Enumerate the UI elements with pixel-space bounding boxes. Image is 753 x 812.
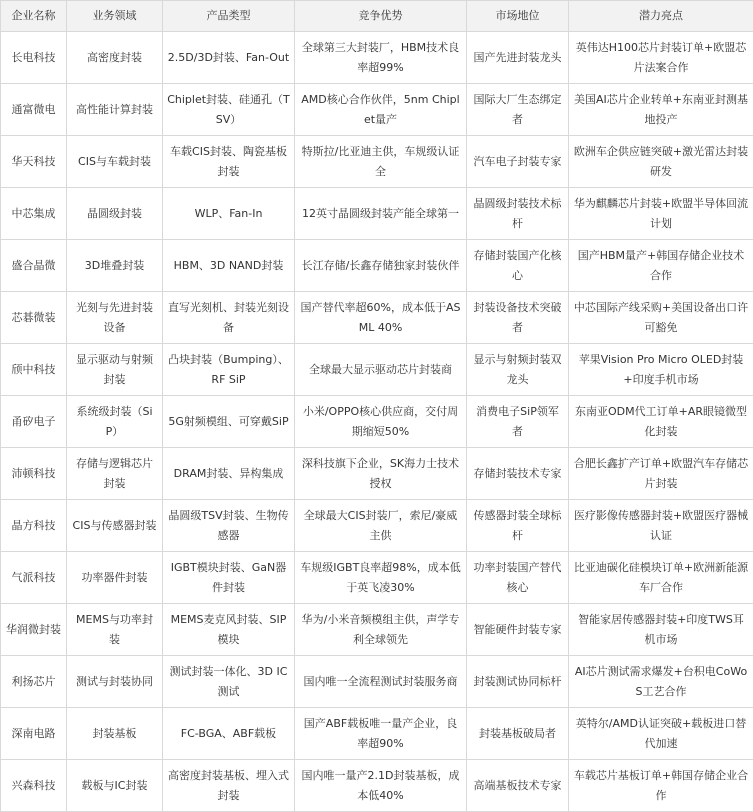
business-cell: 功率器件封装 bbox=[67, 552, 163, 604]
business-cell: 3D堆叠封装 bbox=[67, 240, 163, 292]
product-cell: 测试封装一体化、3D IC测试 bbox=[163, 656, 295, 708]
highlight-cell: 英伟达H100芯片封装订单+欧盟芯片法案合作 bbox=[569, 32, 753, 84]
company-cell: 利扬芯片 bbox=[1, 656, 67, 708]
advantage-cell: 长江存储/长鑫存储独家封装伙伴 bbox=[295, 240, 467, 292]
highlight-cell: 医疗影像传感器封装+欧盟医疗器械认证 bbox=[569, 500, 753, 552]
table-header bbox=[1, 1, 753, 32]
company-cell: 长电科技 bbox=[1, 32, 67, 84]
col-header-company: 企业名称 bbox=[1, 1, 67, 32]
company-cell: 通富微电 bbox=[1, 84, 67, 136]
highlight-cell: 欧洲车企供应链突破+激光雷达封装研发 bbox=[569, 136, 753, 188]
product-cell: FC-BGA、ABF载板 bbox=[163, 708, 295, 760]
highlight-cell: 中芯国际产线采购+美国设备出口许可豁免 bbox=[569, 292, 753, 344]
position-cell: 存储封装国产化核心 bbox=[467, 240, 569, 292]
col-header-business: 业务领域 bbox=[67, 1, 163, 32]
table-row bbox=[1, 136, 753, 188]
position-cell: 封装测试协同标杆 bbox=[467, 656, 569, 708]
position-cell: 高端基板技术专家 bbox=[467, 760, 569, 812]
company-cell: 华天科技 bbox=[1, 136, 67, 188]
business-cell: 存储与逻辑芯片封装 bbox=[67, 448, 163, 500]
table-row bbox=[1, 604, 753, 656]
advantage-cell: 国产替代率超60%，成本低于ASML 40% bbox=[295, 292, 467, 344]
product-cell: 凸块封装（Bumping）、RF SiP bbox=[163, 344, 295, 396]
product-cell: 车载CIS封装、陶瓷基板封装 bbox=[163, 136, 295, 188]
position-cell: 汽车电子封装专家 bbox=[467, 136, 569, 188]
advantage-cell: 12英寸晶圆级封装产能全球第一 bbox=[295, 188, 467, 240]
advantage-cell: 国产ABF载板唯一量产企业，良率超90% bbox=[295, 708, 467, 760]
advantage-cell: AMD核心合作伙伴，5nm Chiplet量产 bbox=[295, 84, 467, 136]
product-cell: HBM、3D NAND封装 bbox=[163, 240, 295, 292]
company-cell: 气派科技 bbox=[1, 552, 67, 604]
table-row bbox=[1, 344, 753, 396]
product-cell: 高密度封装基板、埋入式封装 bbox=[163, 760, 295, 812]
company-cell: 颀中科技 bbox=[1, 344, 67, 396]
business-cell: 封装基板 bbox=[67, 708, 163, 760]
company-cell: 沛顿科技 bbox=[1, 448, 67, 500]
advantage-cell: 全球最大显示驱动芯片封装商 bbox=[295, 344, 467, 396]
company-cell: 甬矽电子 bbox=[1, 396, 67, 448]
company-cell: 晶方科技 bbox=[1, 500, 67, 552]
highlight-cell: 国产HBM量产+韩国存储企业技术合作 bbox=[569, 240, 753, 292]
header-row bbox=[1, 1, 753, 32]
business-cell: 系统级封装（SiP） bbox=[67, 396, 163, 448]
table-row bbox=[1, 708, 753, 760]
position-cell: 智能硬件封装专家 bbox=[467, 604, 569, 656]
table-row bbox=[1, 500, 753, 552]
company-cell: 深南电路 bbox=[1, 708, 67, 760]
position-cell: 国际大厂生态绑定者 bbox=[467, 84, 569, 136]
highlight-cell: 东南亚ODM代工订单+AR眼镜微型化封装 bbox=[569, 396, 753, 448]
position-cell: 存储封装技术专家 bbox=[467, 448, 569, 500]
table-body bbox=[1, 32, 753, 812]
highlight-cell: 合肥长鑫扩产订单+欧盟汽车存储芯片封装 bbox=[569, 448, 753, 500]
col-header-highlight: 潜力亮点 bbox=[569, 1, 753, 32]
advantage-cell: 国内唯一量产2.1D封装基板，成本低40% bbox=[295, 760, 467, 812]
company-cell: 芯碁微装 bbox=[1, 292, 67, 344]
table-row bbox=[1, 552, 753, 604]
business-cell: 高性能计算封装 bbox=[67, 84, 163, 136]
business-cell: 载板与IC封装 bbox=[67, 760, 163, 812]
business-cell: MEMS与功率封装 bbox=[67, 604, 163, 656]
position-cell: 封装基板破局者 bbox=[467, 708, 569, 760]
col-header-advantage: 竞争优势 bbox=[295, 1, 467, 32]
product-cell: Chiplet封装、硅通孔（TSV） bbox=[163, 84, 295, 136]
highlight-cell: 美国AI芯片企业转单+东南亚封测基地投产 bbox=[569, 84, 753, 136]
business-cell: 显示驱动与射频封装 bbox=[67, 344, 163, 396]
advantage-cell: 小米/OPPO核心供应商，交付周期缩短50% bbox=[295, 396, 467, 448]
advantage-cell: 国内唯一全流程测试封装服务商 bbox=[295, 656, 467, 708]
advantage-cell: 车规级IGBT良率超98%，成本低于英飞凌30% bbox=[295, 552, 467, 604]
position-cell: 国产先进封装龙头 bbox=[467, 32, 569, 84]
product-cell: WLP、Fan-In bbox=[163, 188, 295, 240]
position-cell: 消费电子SiP领军者 bbox=[467, 396, 569, 448]
table-row bbox=[1, 292, 753, 344]
position-cell: 功率封装国产替代核心 bbox=[467, 552, 569, 604]
company-cell: 盛合晶微 bbox=[1, 240, 67, 292]
advantage-cell: 深科技旗下企业，SK海力士技术授权 bbox=[295, 448, 467, 500]
highlight-cell: AI芯片测试需求爆发+台积电CoWoS工艺合作 bbox=[569, 656, 753, 708]
advantage-cell: 全球第三大封装厂，HBM技术良率超99% bbox=[295, 32, 467, 84]
table-row bbox=[1, 760, 753, 812]
table-row bbox=[1, 448, 753, 500]
business-cell: 光刻与先进封装设备 bbox=[67, 292, 163, 344]
business-cell: 测试与封装协同 bbox=[67, 656, 163, 708]
product-cell: 2.5D/3D封装、Fan-Out bbox=[163, 32, 295, 84]
position-cell: 晶圆级封装技术标杆 bbox=[467, 188, 569, 240]
business-cell: 晶圆级封装 bbox=[67, 188, 163, 240]
highlight-cell: 华为麒麟芯片封装+欧盟半导体回流计划 bbox=[569, 188, 753, 240]
product-cell: 晶圆级TSV封装、生物传感器 bbox=[163, 500, 295, 552]
highlight-cell: 英特尔/AMD认证突破+载板进口替代加速 bbox=[569, 708, 753, 760]
table-row bbox=[1, 396, 753, 448]
position-cell: 封装设备技术突破者 bbox=[467, 292, 569, 344]
company-cell: 华润微封装 bbox=[1, 604, 67, 656]
highlight-cell: 苹果Vision Pro Micro OLED封装+印度手机市场 bbox=[569, 344, 753, 396]
table-row bbox=[1, 240, 753, 292]
col-header-product: 产品类型 bbox=[163, 1, 295, 32]
product-cell: DRAM封装、异构集成 bbox=[163, 448, 295, 500]
business-cell: 高密度封装 bbox=[67, 32, 163, 84]
business-cell: CIS与传感器封装 bbox=[67, 500, 163, 552]
highlight-cell: 车载芯片基板订单+韩国存储企业合作 bbox=[569, 760, 753, 812]
advantage-cell: 全球最大CIS封装厂，索尼/豪威主供 bbox=[295, 500, 467, 552]
product-cell: MEMS麦克风封装、SIP模块 bbox=[163, 604, 295, 656]
product-cell: 直写光刻机、封装光刻设备 bbox=[163, 292, 295, 344]
advantage-cell: 华为/小米音频模组主供，声学专利全球领先 bbox=[295, 604, 467, 656]
table-row bbox=[1, 188, 753, 240]
col-header-position: 市场地位 bbox=[467, 1, 569, 32]
highlight-cell: 比亚迪碳化硅模块订单+欧洲新能源车厂合作 bbox=[569, 552, 753, 604]
highlight-cell: 智能家居传感器封装+印度TWS耳机市场 bbox=[569, 604, 753, 656]
position-cell: 显示与射频封装双龙头 bbox=[467, 344, 569, 396]
company-cell: 兴森科技 bbox=[1, 760, 67, 812]
position-cell: 传感器封装全球标杆 bbox=[467, 500, 569, 552]
product-cell: IGBT模块封装、GaN器件封装 bbox=[163, 552, 295, 604]
table-row bbox=[1, 84, 753, 136]
advantage-cell: 特斯拉/比亚迪主供，车规级认证全 bbox=[295, 136, 467, 188]
business-cell: CIS与车载封装 bbox=[67, 136, 163, 188]
table-row bbox=[1, 32, 753, 84]
product-cell: 5G射频模组、可穿戴SiP bbox=[163, 396, 295, 448]
company-cell: 中芯集成 bbox=[1, 188, 67, 240]
table-row bbox=[1, 656, 753, 708]
